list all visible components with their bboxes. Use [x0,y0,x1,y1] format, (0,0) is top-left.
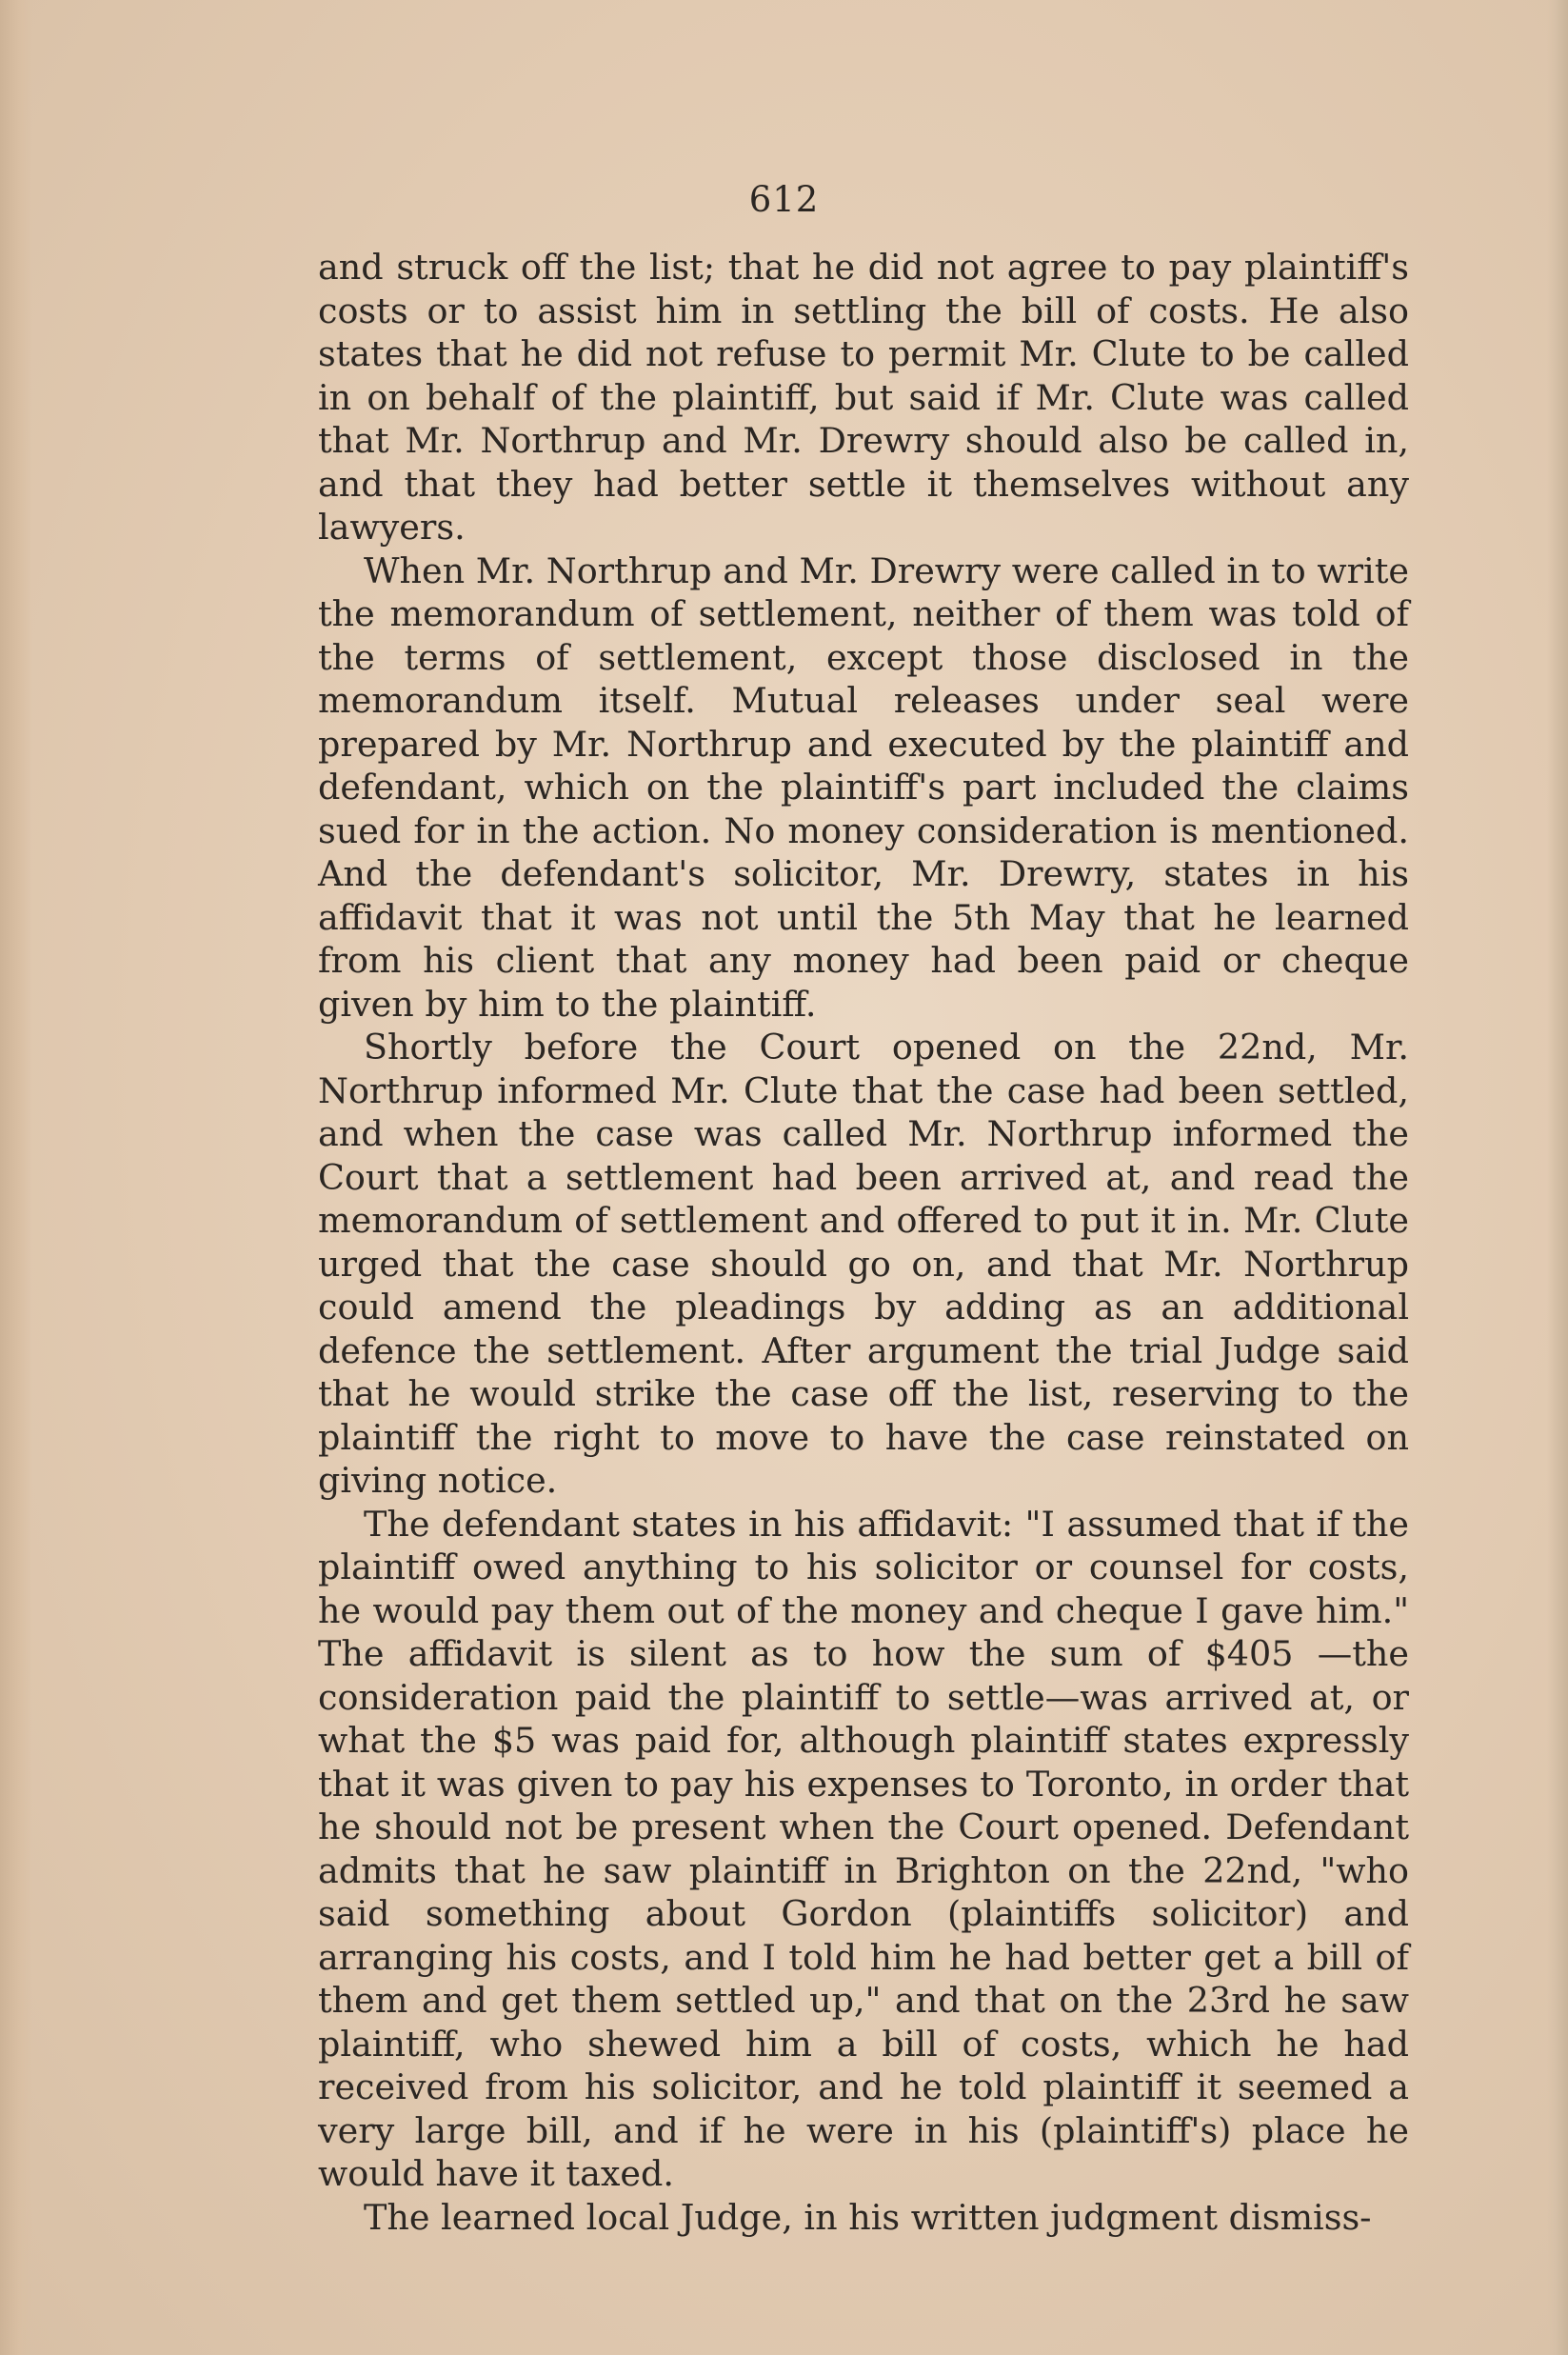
page-right-edge [1547,0,1568,2355]
body-text [318,246,1409,2239]
page-number: 612 [748,179,820,220]
paragraph-judgment: The learned local Judge, in his written judgment dismiss- [364,2196,1372,2238]
paragraph-court-opened: Shortly before the Court opened on the 22nd, Mr. Northrup informed Mr. Clute that the case had been settled, and when the case was called Mr. Northrup informed the Court that a settlement had been arrived at, and read the memorandum of settlement and offered to put it in. Mr. Clute urged that the case should go on, and that Mr. Northrup could amend the pleadings by adding as an additional defence the settlement. After argument the trial Judge said that he would strike the case off the list, reserving to the plaintiff the right to move to have the case reinstated on giving notice. [318,1027,1409,1501]
paragraph-memorandum: When Mr. Northrup and Mr. Drewry were called in to write the memorandum of settlement, neither of them was told of the terms of settlement, except those disclosed in the memorandum itself. Mutual releases under seal were prepared by Mr. Northrup and executed by the plaintiff and defendant, which on the plaintiff's part included the claims sued for in the action. No money consideration is mentioned. And the defendant's solicitor, Mr. Drewry, states in his affidavit that it was not until the 5th May that he learned from his client that any money had been paid or cheque given by him to the plaintiff. [318,549,1409,1025]
paragraph-affidavit: The defendant states in his affidavit: "I assumed that if the plaintiff owed anything to his solicitor or counsel for costs, he would pay them out of the money and cheque I gave him." The affidavit is silent as to how the sum of $405 —the consideration paid the plaintiff to settle—was arrived at, or what the $5 was paid for, although plaintiff states expressly that it was given to pay his expenses to Toronto, in order that he should not be present when the Court opened. Defendant admits that he saw plaintiff in Brighton on the 22nd, "who said something about Gordon (plaintiffs solicitor) and arranging his costs, and I told him he had better get a bill of them and get them settled up," and that on the 23rd he saw plaintiff, who shewed him a bill of costs, which he had received from his solicitor, and he told plaintiff it seemed a very large bill, and if he were in his (plaintiff's) place he would have it taxed. [318,1503,1409,2194]
page-left-edge [0,0,32,2355]
paragraph-continuation: and struck off the list; that he did not agree to pay plaintiff's costs or to assist him in settling the bill of costs. He also states that he did not refuse to permit Mr. Clute to be called in on behalf of the plaintiff, but said if Mr. Clute was called that Mr. Northrup and Mr. Drewry should also be called in, and that they had better settle it themselves without any lawyers. [318,247,1409,548]
